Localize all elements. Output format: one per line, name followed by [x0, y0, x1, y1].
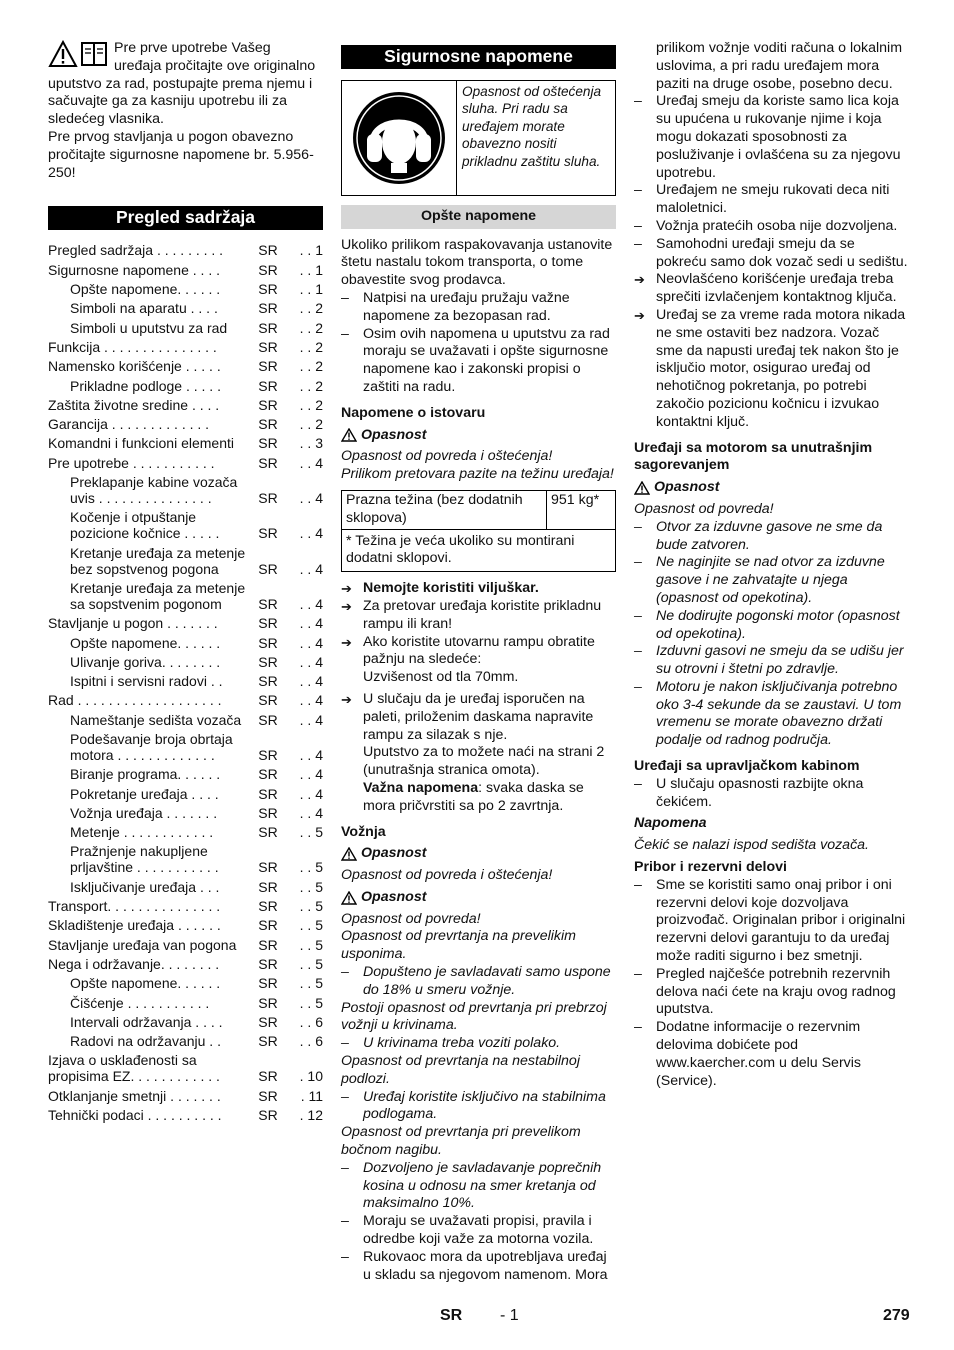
toc-entry-title: Opšte napomene. . . . . .	[70, 975, 221, 992]
toc-entry-page: . . 5	[299, 859, 323, 876]
list-item: – Samohodni uređaji smeju da se pokreću samo dok vozač sedi u sedištu.	[634, 235, 908, 270]
footer-language: SR	[440, 1307, 463, 1324]
toc-entry-page: . . 5	[299, 898, 323, 915]
engine-heading: Uređaji sa motorom sa unutrašnjim sagorevanjem	[634, 439, 873, 474]
driving-warning-1: Opasnost od povreda i oštećenja!	[341, 867, 553, 884]
toc-entry-lang: SR	[258, 435, 278, 452]
list-item: – Pregled najčešće potrebnih rezervnih delova naći ćete na kraju ovog radnog uputstva.	[634, 965, 896, 1018]
toc-entry-lang: SR	[258, 804, 278, 821]
toc-entry[interactable]	[48, 374, 323, 393]
intro-icons	[48, 40, 110, 76]
toc-entry[interactable]	[48, 258, 323, 277]
toc-entry[interactable]	[48, 1030, 323, 1049]
toc-entry-page: . . 2	[299, 338, 323, 355]
toc-entry-page: . . 5	[299, 878, 323, 895]
toc-entry-page: . . 6	[299, 1013, 323, 1030]
toc-entry[interactable]	[48, 708, 323, 727]
hearing-protection-text: Opasnost od oštećenja sluha. Pri radu sa uređajem morate obavezno nositi prikladnu zaštitu sluha.	[462, 83, 602, 169]
toc-entry[interactable]	[48, 972, 323, 991]
toc-entry-page: . . 4	[299, 711, 323, 728]
toc-entry-page: . . 4	[299, 525, 323, 542]
driving-warning-2: Opasnost od povreda!	[341, 910, 481, 927]
toc-entry-page: . . 4	[299, 634, 323, 651]
toc-entry-lang: SR	[258, 560, 278, 577]
toc-entry-title: Pregled sadržaja . . . . . . . . .	[48, 242, 224, 259]
toc-entry-title: Skladištenje uređaja . . . . . .	[48, 917, 221, 934]
intro-block	[48, 40, 323, 76]
toc-entry-lang: SR	[258, 615, 278, 632]
driving-warning-5: Opasnost od prevrtanja na nestabilnoj podlozi.	[341, 1053, 580, 1087]
note-text: Čekić se nalazi ispod sedišta vozača.	[634, 837, 870, 854]
toc-entry-page: . 12	[299, 1107, 323, 1124]
toc-entry[interactable]	[48, 336, 323, 355]
driving-heading: Vožnja	[341, 823, 386, 840]
toc-entry-page: . . 4	[299, 785, 323, 802]
toc-entry-lang: SR	[258, 785, 278, 802]
toc-entry[interactable]	[48, 1049, 323, 1084]
toc-entry[interactable]	[48, 840, 323, 875]
list-item: – Ne dodirujte pogonski motor (opasnost od opekotina).	[634, 607, 900, 642]
arrow-icon: ➔	[634, 307, 645, 323]
toc-entry[interactable]	[48, 278, 323, 297]
toc-entry[interactable]	[48, 471, 323, 506]
toc-entry[interactable]	[48, 821, 323, 840]
list-item: ➔ Nemojte koristiti viljuškar.	[341, 580, 539, 597]
toc-entry[interactable]	[48, 991, 323, 1010]
toc-entry-page: . . 4	[299, 560, 323, 577]
toc-entry-page: . . 4	[299, 454, 323, 471]
list-item: ➔ Za pretovar uređaja koristite prikladnu rampu ili kran!	[341, 597, 602, 632]
warning-triangle-icon	[341, 428, 357, 442]
toc-entry-lang: SR	[258, 1033, 278, 1050]
toc-entry-lang: SR	[258, 261, 278, 278]
toc-entry[interactable]	[48, 541, 323, 576]
driving-warning-3: Opasnost od prevrtanja na prevelikim usponima.	[341, 928, 577, 963]
column-1	[48, 40, 323, 1123]
toc-entry[interactable]	[48, 1084, 323, 1103]
toc-entry[interactable]	[48, 394, 323, 413]
list-item: – Otvor za izduvne gasove ne sme da bude zatvoren.	[634, 518, 883, 553]
parts-heading: Pribor i rezervni delovi	[634, 859, 787, 876]
toc-entry[interactable]	[48, 875, 323, 894]
footer-page-number: 279	[883, 1307, 910, 1324]
footer-local-page: - 1	[500, 1307, 519, 1324]
toc-entry-page: . . 2	[299, 300, 323, 317]
toc-entry-page: . . 4	[299, 653, 323, 670]
toc-entry-title: Ispitni i servisni radovi . .	[70, 673, 223, 690]
toc-entry-title: Kretanje uređaja za metenje sa sopstvenim pogonom	[70, 579, 246, 612]
toc-entry-page: . . 1	[299, 242, 323, 259]
toc-entry-page: . . 5	[299, 936, 323, 953]
toc-entry-lang: SR	[258, 358, 278, 375]
weight-label: Prazna težina (bez dodatnih sklopova)	[342, 491, 547, 529]
unload-warning-1: Opasnost od povreda i oštećenja!	[341, 448, 553, 465]
toc-entry-lang: SR	[258, 653, 278, 670]
warning-triangle-icon	[634, 481, 650, 495]
toc-entry-title: Komandni i funkcioni elementi	[48, 435, 234, 452]
toc-entry-title: Opšte napomene. . . . . .	[70, 281, 221, 298]
toc-entry-page: . . 4	[299, 615, 323, 632]
toc-entry[interactable]	[48, 914, 323, 933]
list-item: – Uređaj koristite isključivo na stabilnima podlogama.	[341, 1088, 606, 1123]
toc-entry-title: Transport. . . . . . . . . . . . . . .	[48, 898, 221, 915]
column-2	[341, 40, 616, 1284]
toc-entry-title: Ulivanje goriva. . . . . . . .	[70, 653, 221, 670]
toc-entry-lang: SR	[258, 936, 278, 953]
toc-entry-title: Prikladne podloge . . . . .	[70, 377, 221, 394]
arrow-icon: ➔	[341, 598, 352, 614]
toc-entry-page: . . 1	[299, 261, 323, 278]
toc-entry-page: . . 3	[299, 435, 323, 452]
toc-entry[interactable]	[48, 506, 323, 541]
list-item: – Vožnja pratećih osoba nije dozvoljena.	[634, 217, 898, 234]
toc-table	[48, 239, 323, 1123]
toc-entry-title: Nameštanje sedišta vozača	[70, 711, 242, 728]
toc-entry-page: . . 4	[299, 747, 323, 763]
safety-heading: Sigurnosne napomene	[341, 45, 616, 69]
warning-triangle-icon	[341, 891, 357, 905]
toc-entry-page: . . 4	[299, 595, 323, 612]
toc-entry-lang: SR	[258, 747, 278, 763]
list-item: – U slučaju opasnosti razbijte okna čekićem.	[634, 775, 864, 810]
toc-entry[interactable]	[48, 355, 323, 374]
manual-book-icon	[80, 40, 108, 68]
toc-entry[interactable]	[48, 895, 323, 914]
toc-entry-title: Zaštita životne sredine . . . .	[48, 396, 220, 413]
list-item: – Moraju se uvažavati propisi, pravila i odredbe koji važe za motorna vozila.	[341, 1213, 594, 1248]
toc-entry-page: . 11	[300, 1087, 323, 1104]
toc-entry-title: Pokretanje uređaja . . . .	[70, 785, 219, 802]
column-3	[634, 40, 909, 1090]
list-item: – Motoru je nakon isključivanja potrebno oko 3-4 sekunde da se zaustavi. U tom vremenu se morate obavezno držati podalje od radnog područja.	[634, 678, 902, 749]
toc-entry[interactable]	[48, 763, 323, 782]
toc-entry-title: Radovi na održavanju . .	[70, 1033, 221, 1050]
list-item: – Dozvoljeno je savladavanje poprečnih kosina u odnosu na smer kretanja od maksimalno 10%.	[341, 1159, 602, 1212]
toc-entry-page: . . 2	[299, 377, 323, 394]
toc-entry[interactable]	[48, 802, 323, 821]
toc-entry-lang: SR	[258, 955, 278, 972]
toc-entry[interactable]	[48, 432, 323, 451]
toc-entry-page: . . 6	[299, 1033, 323, 1050]
toc-entry-page: . . 5	[299, 955, 323, 972]
toc-entry-page: . . 5	[299, 975, 323, 992]
toc-entry-title: Simboli na aparatu . . . .	[70, 300, 218, 317]
toc-entry[interactable]	[48, 612, 323, 631]
unload-warning-2: Prilikom pretovara pazite na težinu uređaja!	[341, 466, 614, 483]
toc-entry-page: . . 2	[299, 396, 323, 413]
toc-entry[interactable]	[48, 670, 323, 689]
toc-entry-title: Kretanje uređaja za metenje bez sopstvenog pogona	[70, 544, 246, 577]
toc-entry-lang: SR	[258, 338, 278, 355]
toc-entry-lang: SR	[258, 711, 278, 728]
toc-entry[interactable]	[48, 953, 323, 972]
toc-entry-title: Funkcija . . . . . . . . . . . . . . .	[48, 338, 217, 355]
toc-entry-lang: SR	[258, 281, 278, 298]
toc-entry-title: Vožnja uređaja . . . . . . .	[70, 804, 218, 821]
intro-text-rest: uputstvo za rad, postupajte prema njemu i sačuvajte ga za kasniju upotrebu ili za sledećeg vlasnika.	[48, 75, 313, 128]
danger-label: Opasnost	[341, 427, 616, 445]
toc-entry-page: . . 4	[299, 673, 323, 690]
list-item: – Dopušteno je savladavati samo uspone do 18% u smeru vožnje.	[341, 964, 611, 998]
list-item: – Izduvni gasovi ne smeju da se udišu jer su otrovni i štetni po zdravlje.	[634, 643, 904, 678]
toc-entry-title: Tehnički podaci . . . . . . . . . .	[48, 1107, 222, 1124]
toc-entry-title: Rad . . . . . . . . . . . . . . . . . . .	[48, 692, 222, 709]
toc-entry-lang: SR	[258, 377, 278, 394]
pallet-instruction: Uputstvo za to možete naći na strani 2 (unutrašnja stranica omota).	[363, 744, 605, 779]
toc-entry[interactable]	[48, 1104, 323, 1123]
toc-entry[interactable]	[48, 631, 323, 650]
engine-warning: Opasnost od povreda!	[634, 500, 774, 517]
intro-first-lines	[114, 40, 315, 76]
note-label: Napomena	[634, 815, 707, 832]
list-item: – Sme se koristiti samo onaj pribor i oni rezervni delovi koje dozvoljava proizvođač. Originalan pribor i originalni rezervni delovi garantuju to da uređaj može raditi sigurno i bez smetnji.	[634, 876, 906, 965]
toc-entry-page: . . 5	[299, 917, 323, 934]
list-item: – Dodatne informacije o rezervnim delovima dobićete pod www.kaercher.com u delu Servis (Service).	[634, 1019, 862, 1089]
toc-entry[interactable]	[48, 239, 323, 258]
danger-label: Opasnost	[634, 479, 909, 497]
toc-entry-lang: SR	[258, 1087, 278, 1104]
toc-entry-page: . . 2	[299, 319, 323, 336]
intro-text-2: Pre prvog stavljanja u pogon obavezno pročitajte sigurnosne napomene br. 5.956-250!	[48, 128, 314, 181]
hearing-protection-box	[341, 80, 616, 196]
toc-entry-lang: SR	[258, 242, 278, 259]
warning-triangle-icon	[341, 847, 357, 861]
toc-entry-title: Podešavanje broja obrtaja motora . . . . . . . . . . . . .	[70, 731, 233, 763]
toc-entry-lang: SR	[258, 634, 278, 651]
toc-entry-lang: SR	[258, 1013, 278, 1030]
toc-entry[interactable]	[48, 782, 323, 801]
toc-entry-lang: SR	[258, 525, 278, 542]
list-item: – U krivinama treba voziti polako.	[341, 1035, 561, 1052]
toc-entry-lang: SR	[258, 595, 278, 612]
list-item: – Ne naginjite se nad otvor za izduvne gasove i ne zahvatajte u njega (opasnost od opekotina).	[634, 554, 885, 606]
toc-entry-page: . . 1	[299, 281, 323, 298]
cabin-heading: Uređaji sa upravljačkom kabinom	[634, 758, 860, 775]
toc-entry-title: Preklapanje kabine vozača uvis . . . . . . . . . . . . . . .	[70, 474, 238, 507]
toc-entry[interactable]	[48, 451, 323, 470]
toc-entry-title: Nega i održavanje. . . . . . . .	[48, 955, 220, 972]
list-item: – Natpisi na uređaju pružaju važne napomene za bezopasan rad.	[341, 289, 570, 324]
toc-entry-title: Simboli u uputstvu za rad	[70, 319, 228, 336]
toc-entry-title: Pre upotrebe . . . . . . . . . . .	[48, 454, 215, 471]
weight-note: * Težina je veća ukoliko su montirani dodatni sklopovi.	[346, 532, 575, 567]
toc-entry-lang: SR	[258, 898, 278, 915]
weight-table	[341, 490, 616, 572]
toc-entry[interactable]	[48, 413, 323, 432]
toc-entry-title: Pražnjenje nakupljene prljavštine . . . . . . . . . . .	[70, 843, 219, 876]
toc-entry[interactable]	[48, 651, 323, 670]
toc-entry[interactable]	[48, 316, 323, 335]
toc-entry-lang: SR	[258, 878, 278, 895]
list-item: – Rukovaoc mora da upotrebljava uređaj u skladu sa njegovom namenom. Mora	[341, 1248, 608, 1283]
toc-entry-lang: SR	[258, 692, 278, 709]
toc-entry-page: . . 4	[299, 692, 323, 709]
toc-entry-page: . . 4	[299, 490, 323, 507]
toc-entry[interactable]	[48, 933, 323, 952]
toc-entry-title: Čišćenje . . . . . . . . . . .	[70, 994, 210, 1011]
toc-entry-lang: SR	[258, 824, 278, 841]
arrow-icon: ➔	[341, 581, 352, 597]
arrow-icon: ➔	[341, 691, 352, 707]
toc-entry-page: . . 2	[299, 416, 323, 433]
toc-entry-page: . . 4	[299, 766, 323, 783]
toc-entry-title: Namensko korišćenje . . . . .	[48, 358, 221, 375]
toc-entry-lang: SR	[258, 975, 278, 992]
toc-entry-title: Metenje . . . . . . . . . . . .	[70, 824, 214, 841]
toc-entry-title: Stavljanje uređaja van pogona	[48, 936, 237, 953]
toc-entry-lang: SR	[258, 416, 278, 433]
toc-entry[interactable]	[48, 1011, 323, 1030]
intro-line-1: Pre prve upotrebe Vašeg	[114, 40, 271, 56]
ear-protection-icon	[351, 90, 447, 186]
arrow-icon: ➔	[634, 272, 645, 288]
general-notes-heading: Opšte napomene	[341, 205, 616, 229]
toc-entry[interactable]	[48, 728, 323, 763]
toc-entry-page: . . 5	[299, 994, 323, 1011]
toc-entry-title: Isključivanje uređaja . . .	[70, 878, 220, 895]
list-item: ➔ Ako koristite utovarnu rampu obratite pažnju na sledeće:	[341, 633, 595, 668]
list-item: – Uređaj smeju da koriste samo lica koja su upućena u rukovanje njime i koja mogu dokazati sposobnosti za posluživanje i ovlašćena su za njegovu upotrebu.	[634, 93, 901, 181]
driving-warning-4: Postoji opasnost od prevrtanja pri prebrzoj vožnji u krivinama.	[341, 999, 607, 1034]
toc-entry-title: Sigurnosne napomene . . . .	[48, 261, 220, 278]
danger-label: Opasnost	[341, 845, 616, 863]
list-item: ➔ Neovlašćeno korišćenje uređaja treba sprečiti izvlačenjem kontaktnog ključa.	[634, 271, 897, 306]
toc-entry[interactable]	[48, 689, 323, 708]
toc-entry-lang: SR	[258, 994, 278, 1011]
toc-entry-page: . . 4	[299, 804, 323, 821]
toc-entry-title: Otklanjanje smetnji . . . . . . .	[48, 1087, 221, 1104]
toc-entry-title: Izjava o usklađenosti sa propisima EZ. . . . . . . . . . . .	[48, 1052, 220, 1085]
unload-heading: Napomene o istovaru	[341, 404, 486, 421]
toc-entry-title: Kočenje i otpuštanje pozicione kočnice . . . . .	[70, 509, 220, 542]
hearing-protection-symbol	[342, 81, 457, 195]
toc-entry-lang: SR	[258, 1107, 278, 1124]
general-paragraph: Ukoliko prilikom raspakovavanja ustanovite štetu nastalu tokom transporta, o tome obavestite svog prodavca.	[341, 236, 613, 289]
toc-entry-title: Stavljanje u pogon . . . . . . .	[48, 615, 218, 632]
arrow-icon: ➔	[341, 634, 352, 650]
toc-entry-lang: SR	[258, 490, 278, 507]
list-item: – Osim ovih napomena u uputstvu za rad moraju se uvažavati i opšte sigurnosne napomene kao i zakonski propisi o zaštiti na radu.	[341, 325, 610, 395]
toc-entry-page: . . 2	[299, 358, 323, 375]
toc-entry-title: Biranje programa. . . . . .	[70, 766, 221, 783]
toc-entry-title: Opšte napomene. . . . . .	[70, 634, 221, 651]
driving-warning-6: Opasnost od prevrtanja pri prevelikom bočnom nagibu.	[341, 1124, 581, 1159]
danger-label: Opasnost	[341, 889, 616, 907]
list-item: – Uređajem ne smeju rukovati deca niti maloletnici.	[634, 182, 890, 217]
toc-entry-lang: SR	[258, 396, 278, 413]
toc-entry-lang: SR	[258, 1068, 278, 1085]
toc-heading: Pregled sadržaja	[48, 206, 323, 230]
toc-entry-lang: SR	[258, 454, 278, 471]
weight-value: 951 kg*	[551, 491, 600, 508]
toc-entry-lang: SR	[258, 673, 278, 690]
toc-entry-lang: SR	[258, 917, 278, 934]
warning-triangle-icon	[48, 40, 78, 68]
toc-entry-lang: SR	[258, 319, 278, 336]
toc-entry[interactable]	[48, 297, 323, 316]
list-item: ➔ Uređaj se za vreme rada motora nikada ne sme ostaviti bez nadzora. Vozač sme da napusti uređaj tek nakon što je isključio motor, osigurao uređaj od nehotičnog pokretanja, po potrebi zakočio pozicionu kočnicu i izvukao kontaktni ključ.	[634, 306, 906, 430]
continued-text: prilikom vožnje voditi računa o lokalnim uslovima, a pri radu uređajem mora paziti na druge osobe, posebno decu.	[656, 40, 903, 92]
intro-line-2: uređaja pročitajte ove originalno	[114, 57, 316, 74]
toc-entry-page: . . 5	[299, 824, 323, 841]
toc-entry[interactable]	[48, 577, 323, 612]
list-item: ➔ U slučaju da je uređaj isporučen na paleti, priloženim daskama napravite rampu za silazak s nje.	[341, 690, 594, 743]
toc-entry-page: . 10	[299, 1068, 323, 1085]
toc-entry-lang: SR	[258, 300, 278, 317]
important-note: Važna napomena: svaka daska se mora pričvrstiti sa po 2 zavrtnja.	[363, 779, 584, 814]
ramp-height: Uzvišenost od tla 70mm.	[363, 669, 519, 686]
toc-entry-title: Intervali održavanja . . . .	[70, 1013, 223, 1030]
toc-entry-lang: SR	[258, 859, 278, 876]
toc-entry-lang: SR	[258, 766, 278, 783]
toc-entry-title: Garancija . . . . . . . . . . . . .	[48, 416, 210, 433]
